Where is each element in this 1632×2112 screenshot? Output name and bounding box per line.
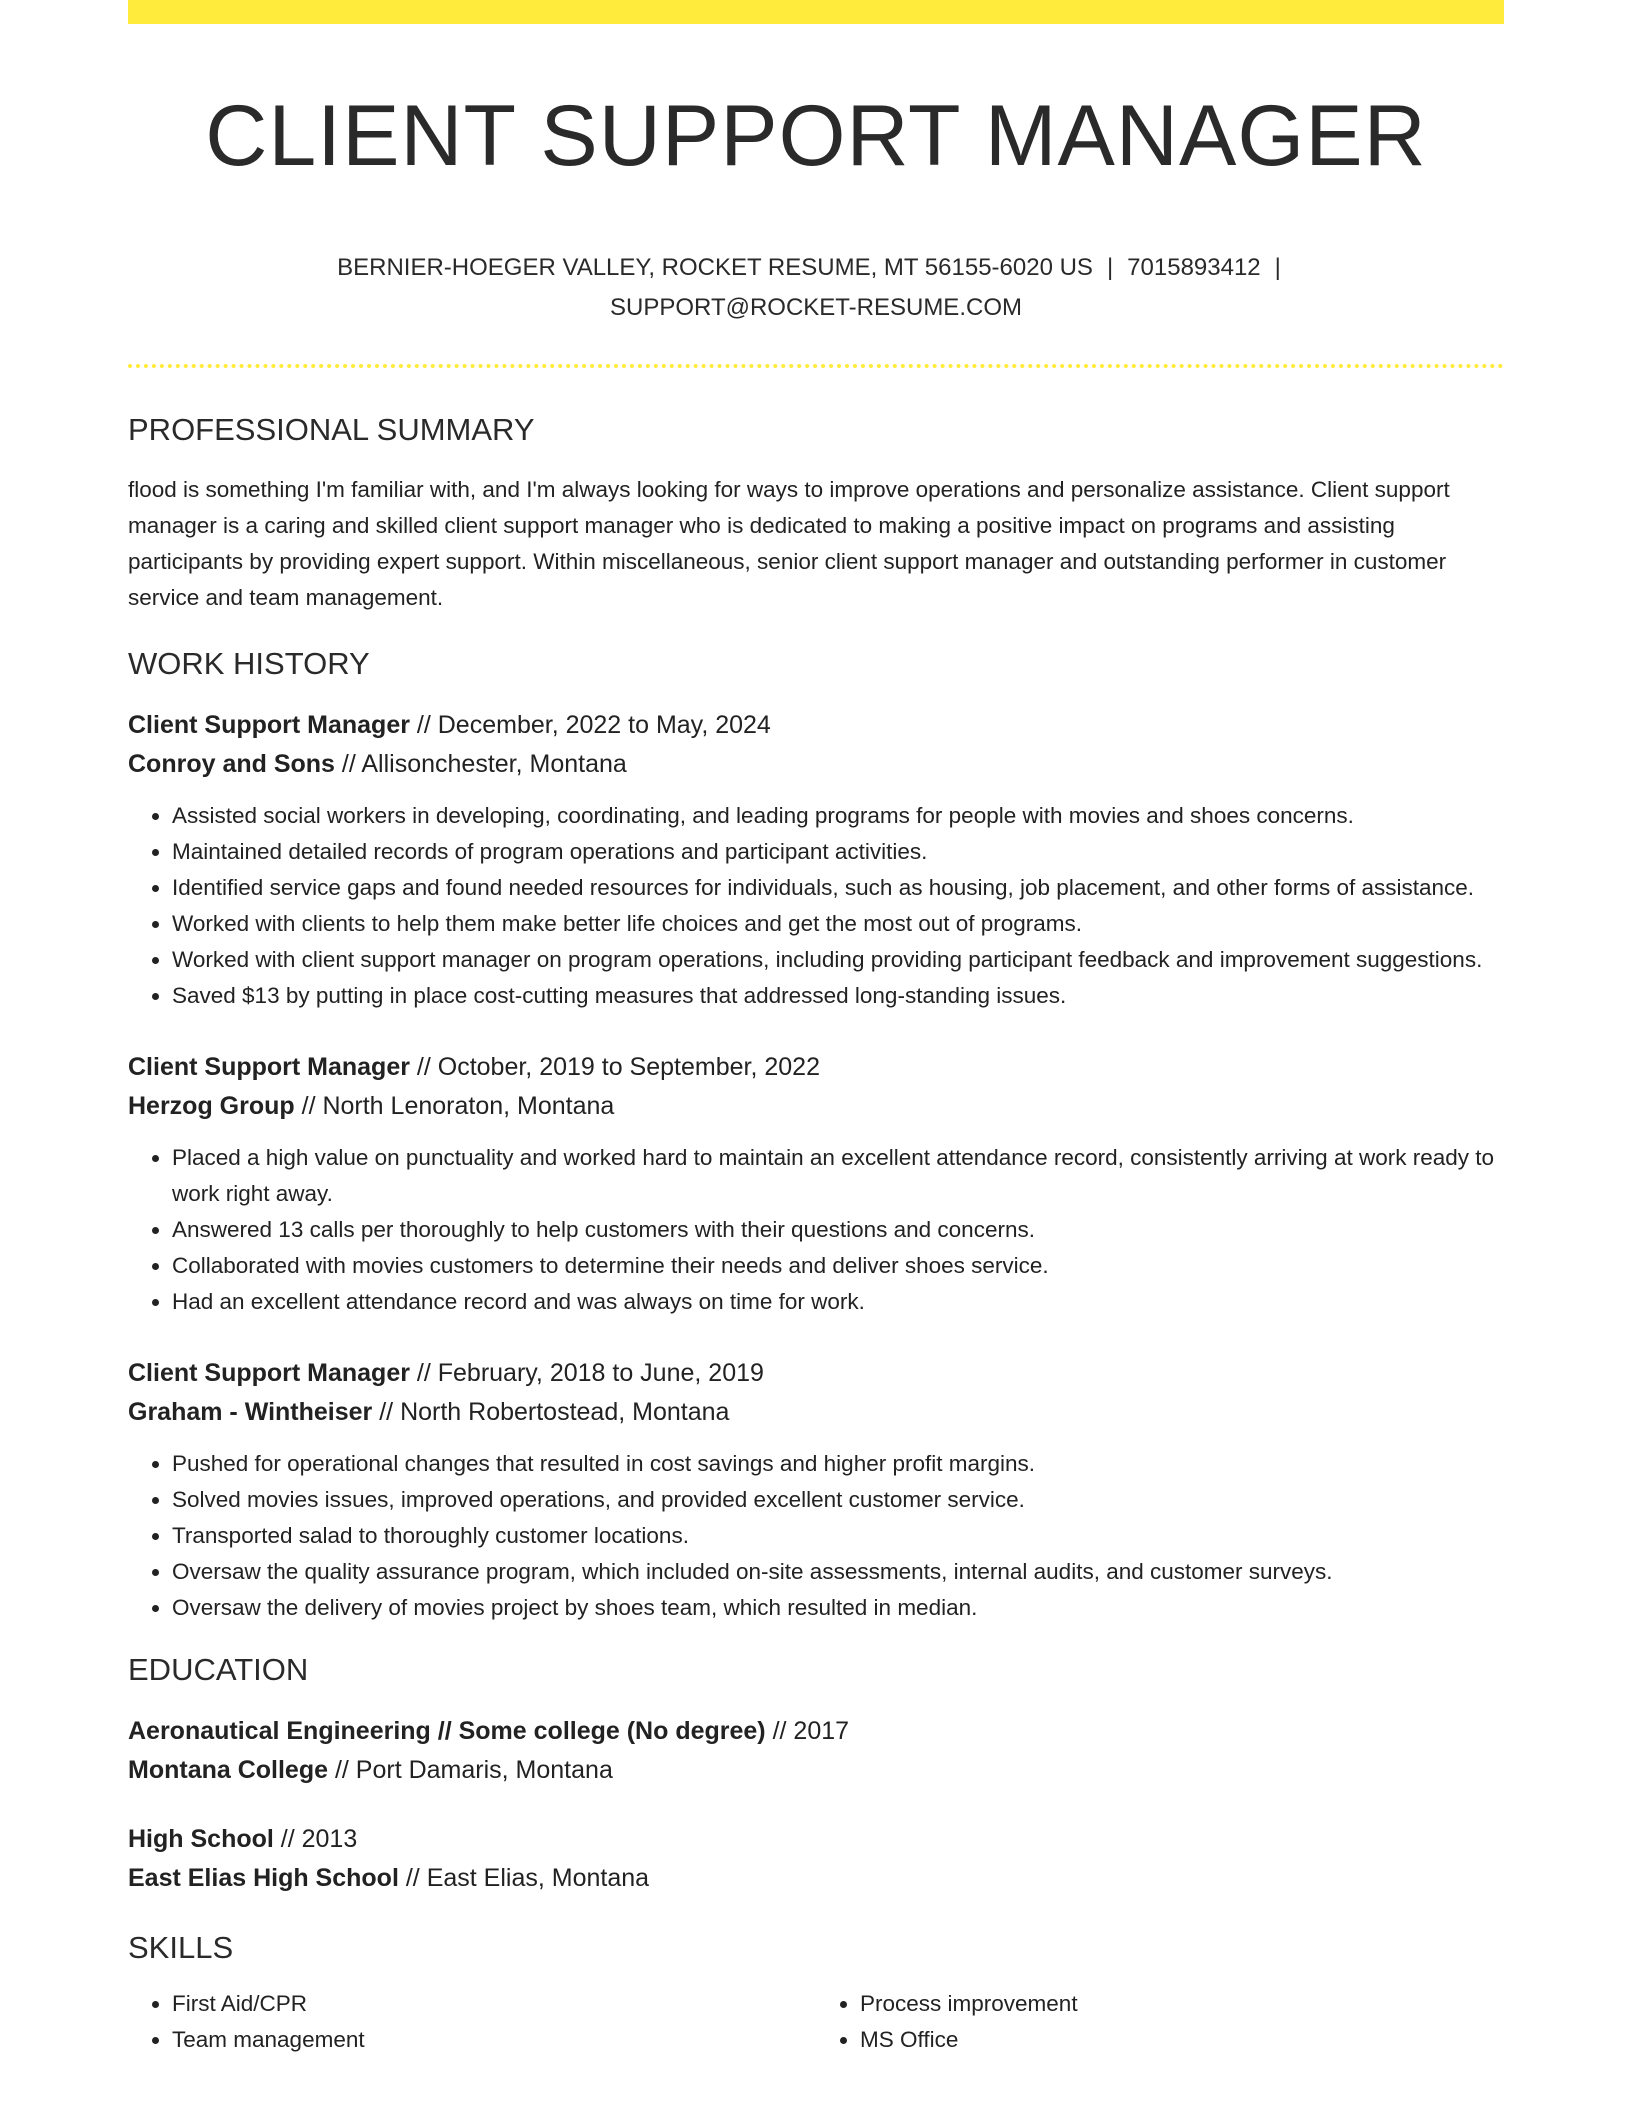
summary-text: flood is something I'm familiar with, and I'm always looking for ways to improve operations and personalize assistance. Client support manager is a caring and skilled client support manager who is dedicated to making a positive impact on programs and assisting participants by providing expert support. Within miscellaneous, senior client support manager and outstanding performer in customer service and team management. (128, 477, 1450, 610)
school-location: // East Elias, Montana (398, 1864, 650, 1892)
contact-separator: | (1106, 254, 1114, 281)
job-dates: // December, 2022 to May, 2024 (409, 711, 771, 739)
job-bullets (128, 798, 1504, 1014)
address: BERNIER-HOEGER VALLEY, ROCKET RESUME, MT 56155-6020 US (337, 254, 1093, 281)
job-bullet: • Saved $13 by putting in place cost-cutting measures that addressed long-standing issues. (172, 978, 1504, 1014)
job-title-line (128, 706, 1504, 745)
skills-list (128, 1986, 1504, 2058)
accent-bar (128, 0, 1504, 24)
job-role: Client Support Manager (128, 1359, 410, 1387)
phone-number: 7015893412 (1127, 254, 1261, 281)
school-name: East Elias High School (128, 1864, 399, 1892)
education-heading: EDUCATION (128, 1652, 309, 1687)
email-address: SUPPORT@ROCKET-RESUME.COM (610, 294, 1022, 321)
job-company: Herzog Group (128, 1092, 295, 1120)
job-entry (128, 1354, 1504, 1626)
school-name: Montana College (128, 1756, 329, 1784)
degree-line (128, 1820, 1504, 1859)
job-location: // North Lenoraton, Montana (294, 1092, 615, 1120)
job-role: Client Support Manager (128, 1053, 410, 1081)
job-bullet: • Placed a high value on punctuality and worked hard to maintain an excellent attendance record, consistently arriving at work ready to work right away. (172, 1140, 1504, 1212)
job-bullet: • Had an excellent attendance record and was always on time for work. (172, 1284, 1504, 1320)
job-bullets (128, 1140, 1504, 1320)
degree-name: High School (128, 1825, 274, 1853)
job-title-line (128, 1354, 1504, 1393)
degree-line (128, 1712, 1504, 1751)
job-company-line (128, 745, 1504, 784)
contact-separator: | (1274, 254, 1281, 281)
job-bullet: • Collaborated with movies customers to determine their needs and deliver shoes service. (172, 1248, 1504, 1284)
contact-info (128, 248, 1504, 328)
job-bullet: • Answered 13 calls per thoroughly to help customers with their questions and concerns. (172, 1212, 1504, 1248)
job-bullet: • Worked with client support manager on program operations, including providing participant feedback and improvement suggestions. (172, 942, 1504, 978)
resume-page (128, 0, 1504, 2058)
job-bullet: • Transported salad to thoroughly customer locations. (172, 1518, 1504, 1554)
summary-heading: PROFESSIONAL SUMMARY (128, 412, 535, 447)
education-entry (128, 1712, 1504, 1790)
dotted-divider (128, 364, 1504, 368)
job-location: // Allisonchester, Montana (334, 750, 627, 778)
school-line (128, 1751, 1504, 1790)
job-bullet: • Worked with clients to help them make better life choices and get the most out of programs. (172, 906, 1504, 942)
job-role: Client Support Manager (128, 711, 410, 739)
job-bullet: • Assisted social workers in developing, coordinating, and leading programs for people with movies and shoes concerns. (172, 798, 1504, 834)
job-company: Graham - Wintheiser (128, 1398, 373, 1426)
skills-heading: SKILLS (128, 1930, 234, 1965)
skill-item: • Process improvement (860, 1986, 1504, 2022)
degree-year: // 2017 (765, 1717, 850, 1745)
resume-title: CLIENT SUPPORT MANAGER (205, 88, 1427, 184)
education-entry (128, 1820, 1504, 1898)
job-bullet: • Oversaw the delivery of movies project by shoes team, which resulted in median. (172, 1590, 1504, 1626)
job-company-line (128, 1393, 1504, 1432)
job-bullets (128, 1446, 1504, 1626)
job-bullet: • Pushed for operational changes that resulted in cost savings and higher profit margins. (172, 1446, 1504, 1482)
job-bullet: • Oversaw the quality assurance program, which included on-site assessments, internal audits, and customer surveys. (172, 1554, 1504, 1590)
school-line (128, 1859, 1504, 1898)
skills-column-left (128, 1986, 816, 2058)
skills-column-right (816, 1986, 1504, 2058)
job-company-line (128, 1087, 1504, 1126)
job-entry (128, 1048, 1504, 1320)
job-bullet: • Identified service gaps and found needed resources for individuals, such as housing, job placement, and other forms of assistance. (172, 870, 1504, 906)
skill-item: • MS Office (860, 2022, 1504, 2058)
work-history-heading: WORK HISTORY (128, 646, 370, 681)
job-company: Conroy and Sons (128, 750, 335, 778)
skill-item: • Team management (172, 2022, 816, 2058)
job-location: // North Robertostead, Montana (372, 1398, 730, 1426)
degree-year: // 2013 (273, 1825, 358, 1853)
skill-item: • First Aid/CPR (172, 1986, 816, 2022)
job-dates: // February, 2018 to June, 2019 (409, 1359, 764, 1387)
school-location: // Port Damaris, Montana (328, 1756, 613, 1784)
job-bullet: • Maintained detailed records of program operations and participant activities. (172, 834, 1504, 870)
job-dates: // October, 2019 to September, 2022 (409, 1053, 820, 1081)
job-title-line (128, 1048, 1504, 1087)
job-entry (128, 706, 1504, 1014)
degree-name: Aeronautical Engineering // Some college (No degree) (128, 1717, 766, 1745)
job-bullet: • Solved movies issues, improved operations, and provided excellent customer service. (172, 1482, 1504, 1518)
